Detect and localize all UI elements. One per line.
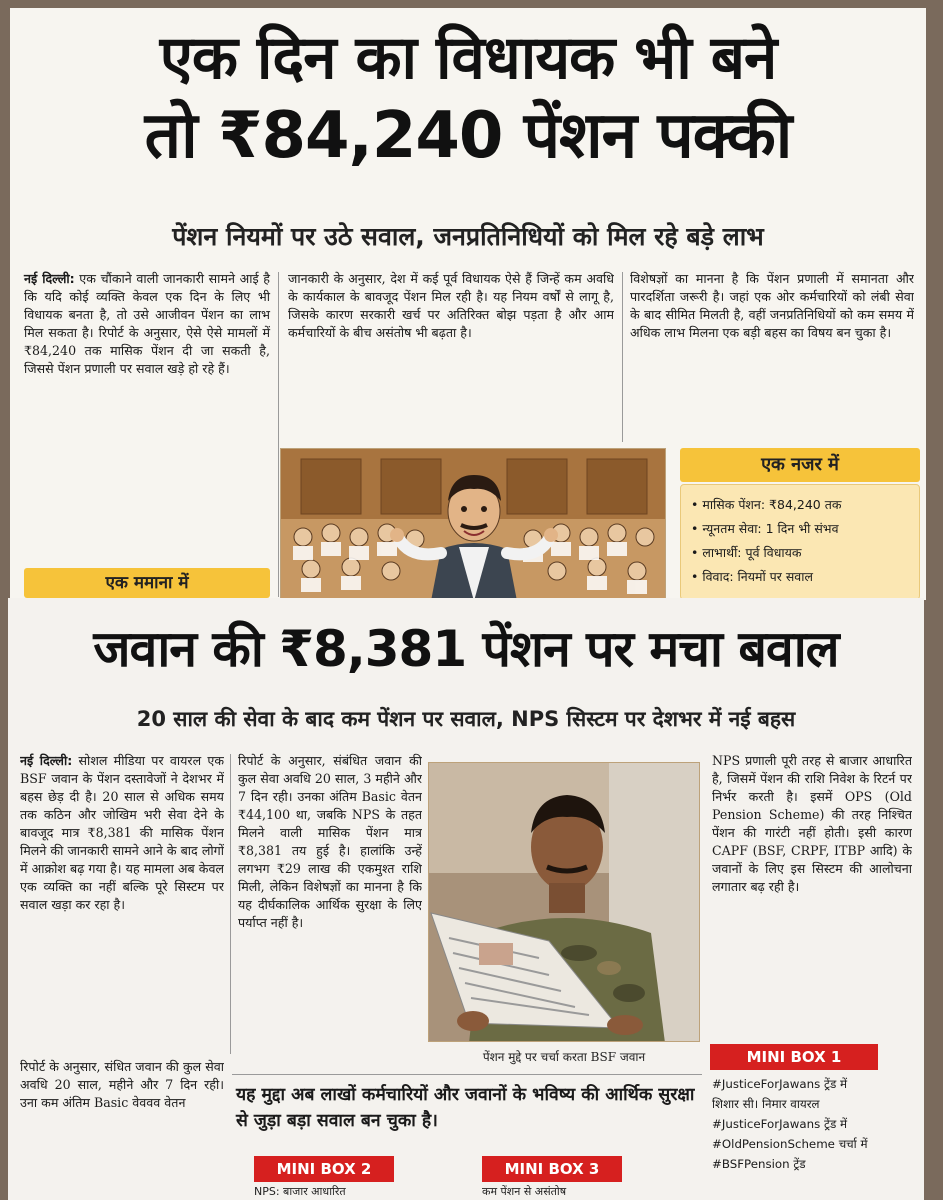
column-1-text	[24, 270, 270, 378]
photo-caption: पेंशन मुद्दे पर चर्चा करता BSF जवान	[482, 1050, 646, 1064]
column-2-text: रिपोर्ट के अनुसार, संबंधित जवान की कुल सेवा अवधि 20 साल, 3 महीने और 7 दिन रही। उनका अंतिम Basic वेतन ₹44,100 था, जबकि NPS के तहत मिलने वाली मासिक पेंशन मात्र ₹8,381 तय हुई है। हालांकि उन्हें लगभग ₹29 लाख की एकमुश्त राशि मिली, लेकिन विशेषज्ञों का मानना है कि यह दीर्घकालिक आर्थिक सुरक्षा के लिए पर्याप्त नहीं है।	[238, 753, 422, 930]
article-text: एक चौंकाने वाली जानकारी सामने आई है कि यदि कोई व्यक्ति केवल एक दिन के लिए भी विधायक बनता है, तो उसे आजीवन पेंशन का लाभ मिल सकता है। रिपोर्ट के अनुसार, ऐसे ऐसे मामलों में ₹84,240 तक मासिक पेंशन दी जा सकती है, जिससे पेंशन प्रणाली पर सवाल खड़े हो रहे हैं।	[24, 271, 270, 376]
cartoon-illustration	[280, 448, 666, 600]
at-a-glance-box	[680, 484, 920, 600]
clipping-jawan-pension	[8, 598, 924, 1200]
column-4-text: NPS प्रणाली पूरी तरह से बाजार आधारित है, जिसमें पेंशन की राशि निवेश के रिटर्न पर निर्भर करती है। इसमें OPS (Old Pension Scheme) की तरह निश्चित पेंशन की गारंटी नहीं होती। इसी कारण CAPF (BSF, CRPF, ITBP आदि) के जवानों के लिए इस सिस्टम की आलोचना लगातार बढ़ रही है।	[712, 753, 912, 894]
at-a-glance-item: • विवाद: नियमों पर सवाल	[691, 569, 813, 584]
hashtag-line: #JusticeForJawans ट्रेंड में	[712, 1077, 848, 1091]
sidebox-title-left: एक ममाना में	[24, 568, 270, 598]
mini-box-1-title: MINI BOX 1	[710, 1044, 878, 1070]
hashtag-line: #BSFPension ट्रेंड	[712, 1157, 806, 1171]
headline-line-1: एक दिन का विधायक भी बने	[159, 23, 777, 93]
at-a-glance-item: • लाभार्थी: पूर्व विधायक	[691, 545, 802, 560]
column-3-text: विशेषज्ञों का मानना है कि पेंशन प्रणाली में समानता और पारदर्शिता जरूरी है। जहां एक ओर कर्मचारियों को लंबी सेवा के बाद सीमित मिलती है, वहीं जनप्रतिनिधियों को कम समय में अधिक लाभ मिलना एक बड़ी बहस का विषय बन चुका है।	[630, 271, 914, 340]
dateline: नई दिल्ली:	[20, 753, 73, 768]
mini-box-1-body	[712, 1074, 916, 1200]
column-1-text	[20, 752, 224, 1052]
subheadline: 20 साल की सेवा के बाद कम पेंशन पर सवाल, NPS सिस्टम पर देशभर में नई बहस	[136, 707, 796, 731]
hashtag-line: शिशार सी। निमार वायरल	[712, 1097, 820, 1111]
column-2-text: जानकारी के अनुसार, देश में कई पूर्व विधायक ऐसे हैं जिन्हें कम अवधि के कार्यकाल के बावजूद पेंशन मिल रही है। यह नियम वर्षों से लागू है, जिसके कारण सरकारी खर्च पर अतिरिक्त बोझ पड़ता है और आम कर्मचारियों के बीच असंतोष भी बढ़ता है।	[288, 271, 614, 340]
soldier-reading-newspaper-icon	[429, 763, 700, 1042]
pull-quote: यह मुद्दा अब लाखों कर्मचारियों और जवानों के भविष्य की आर्थिक सुरक्षा से जुड़ा बड़ा सवाल बन चुका है।	[236, 1085, 695, 1131]
column-divider	[230, 754, 231, 1054]
soldier-photo	[428, 762, 700, 1042]
article-text: सोशल मीडिया पर वायरल एक BSF जवान के पेंशन दस्तावेजों ने देशभर में बहस छेड़ दी है। 20 साल से अधिक समय तक कठिन और जोखिम भरी सेवा देने के बावजूद मात्र ₹8,381 की मासिक पेंशन मिलने की जानकारी सामने आने के बाद लोगों में आक्रोश बढ़ गया है। यह मामला अब केवल एक व्यक्ति का नहीं बल्कि पूरे सिस्टम पर सवाल खड़ा कर रहा है।	[20, 753, 224, 912]
mini-box-3-text: कम पेंशन से असंतोष	[482, 1185, 567, 1198]
at-a-glance-item: • मासिक पेंशन: ₹84,240 तक	[691, 497, 842, 512]
column-divider	[278, 272, 279, 597]
headline-line-2: तो ₹84,240 पेंशन पक्की	[144, 99, 792, 173]
at-a-glance-list	[681, 485, 919, 589]
column-divider	[622, 272, 623, 442]
assembly-cartoon-icon	[281, 449, 666, 600]
dateline: नई दिल्ली:	[24, 271, 75, 286]
subheadline: पेंशन नियमों पर उठे सवाल, जनप्रतिनिधियों को मिल रहे बड़े लाभ	[172, 222, 764, 251]
callout-rule	[232, 1074, 702, 1075]
clipping-mla-pension	[10, 8, 926, 600]
hashtag-line: #JusticeForJawans ट्रेंड में	[712, 1117, 848, 1131]
hashtag-line: #OldPensionScheme चर्चा में	[712, 1137, 868, 1151]
mini-box-3-title: MINI BOX 3	[482, 1156, 622, 1182]
mini-box-2-title: MINI BOX 2	[254, 1156, 394, 1182]
at-a-glance-title: एक नजर में	[680, 448, 920, 482]
column-1-text-continued: रिपोर्ट के अनुसार, संधित जवान की कुल सेवा अवधि 20 साल, महीने और 7 दिन रही। उना कम अंतिम Basic वेववव वेतन	[20, 1059, 224, 1110]
headline: जवान की ₹8,381 पेंशन पर मचा बवाल	[93, 620, 839, 678]
mini-box-2-text: NPS: बाजार आधारित	[254, 1185, 346, 1198]
at-a-glance-item: • न्यूनतम सेवा: 1 दिन भी संभव	[691, 521, 839, 536]
